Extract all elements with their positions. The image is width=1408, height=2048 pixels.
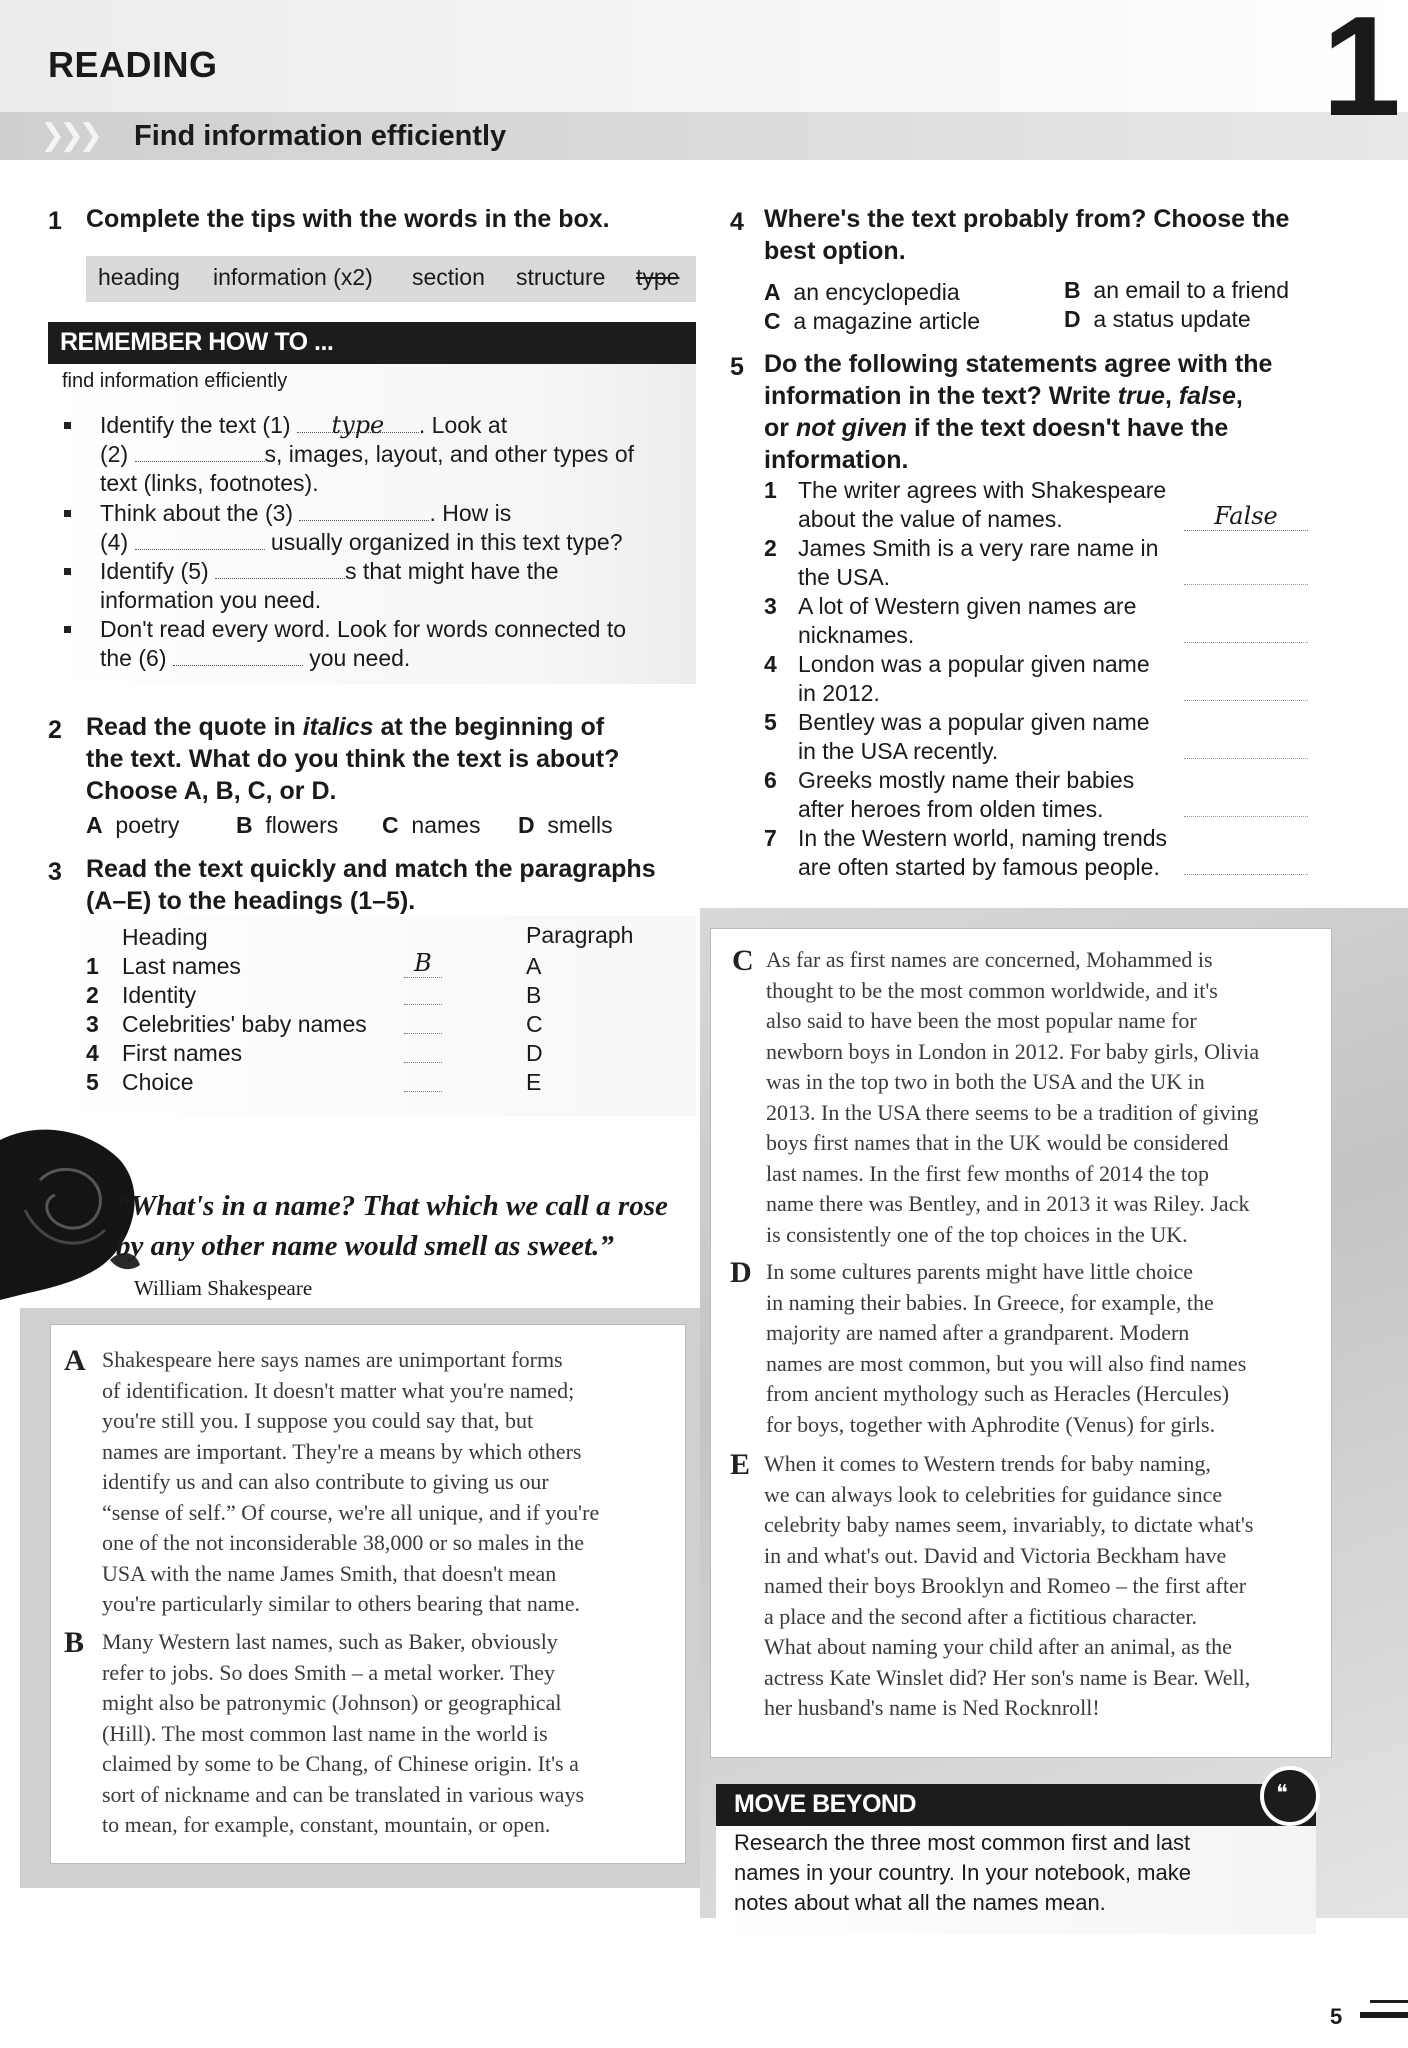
match-answer[interactable] <box>404 1091 442 1092</box>
paragraph-letter-d: D <box>730 1256 752 1289</box>
ex3-number: 3 <box>48 858 62 886</box>
col-paragraph: Paragraph <box>526 922 634 948</box>
statement-item: 5 Bentley was a popular given name in the USA recently. <box>744 708 1324 766</box>
statement-answer[interactable] <box>1184 642 1308 643</box>
speech-bubble-icon <box>1260 1766 1320 1826</box>
word-box-item: structure <box>516 264 606 290</box>
statement-answer[interactable] <box>1184 584 1308 585</box>
word-box-item: section <box>412 264 485 290</box>
speech-bubble-icon: ❝ <box>1276 1780 1288 1805</box>
page-number: 5 <box>1330 2004 1343 2029</box>
paragraph-a: Shakespeare here says names are unimportant forms of identification. It doesn't matter what you're named; you're still you. I suppose you could say that, but names are important. They're a means by which others identify us and can also contribute to giving us our “sense of self.” Of course, we're all unique, and if you're one of the not inconsiderable 38,000 or so males in the USA with the name James Smith, that doesn't mean you're particularly similar to others bearing that name. <box>102 1347 600 1616</box>
word-box-item: heading <box>98 264 180 290</box>
tip-4: Don't read every word. Look for words connected to the (6) you need. <box>100 616 627 671</box>
paragraph-b: Many Western last names, such as Baker, obviously refer to jobs. So does Smith – a metal worker. They might also be patronymic (Johnson) or geographical (Hill). The most common last name in the world is claimed by some to be Chang, of Chinese origin. It's a sort of nickname and can be translated in various ways to mean, for example, constant, mountain, or open. <box>102 1629 585 1837</box>
ex2-option-a[interactable]: A poetry <box>86 812 180 838</box>
statement-item: 2 James Smith is a very rare name in the USA. <box>744 534 1324 592</box>
paragraph-c: As far as first names are concerned, Mohammed is thought to be the most common worldwide, and it's also said to have been the most popular name for newborn boys in London in 2012. For baby girls, Olivia was in the top two in both the USA and the UK in 2013. In the USA there seems to be a tradition of giving boys first names that in the UK would be considered last names. In the first few months of 2014 the top name there was Bentley, and in 2013 it was Riley. Jack is consistently one of the top choices in the UK. <box>766 947 1260 1247</box>
paragraph-letter-e: E <box>730 1448 751 1481</box>
statement-item: 6 Greeks mostly name their babies after heroes from olden times. <box>744 766 1324 824</box>
unit-number: 1 <box>1322 0 1401 146</box>
quote-author: William Shakespeare <box>134 1276 313 1300</box>
ex4-option-b[interactable]: B an email to a friend <box>1064 277 1290 303</box>
chevron-icon: ❯❯❯ <box>40 119 98 152</box>
bullet-icon <box>64 510 71 517</box>
match-answer[interactable] <box>404 1033 442 1034</box>
col-heading: Heading <box>122 924 208 950</box>
paragraph-letter-c: C <box>732 944 754 977</box>
match-answer[interactable] <box>404 1062 442 1063</box>
blank-5[interactable] <box>215 557 345 579</box>
word-box-item-used: type <box>636 264 680 290</box>
match-answer[interactable] <box>404 1004 442 1005</box>
skill-title: Find information efficiently <box>134 120 507 152</box>
blank-4[interactable] <box>135 528 265 550</box>
tip-2: Think about the (3) . How is (4) usually organized in this text type? <box>100 500 623 555</box>
paragraph-letter-a: A <box>64 1344 86 1377</box>
ex4-option-c[interactable]: C a magazine article <box>764 308 981 334</box>
move-beyond-title: MOVE BEYOND <box>734 1790 917 1818</box>
statement-answer[interactable]: False <box>1184 502 1308 531</box>
statement-answer[interactable] <box>1184 700 1308 701</box>
statement-answer[interactable] <box>1184 874 1308 875</box>
statement-item: 3 A lot of Western given names are nicknames. <box>744 592 1324 650</box>
section-title: READING <box>48 44 218 85</box>
ex1-instruction: Complete the tips with the words in the box. <box>86 205 610 233</box>
page-rule <box>1360 2012 1408 2018</box>
statement-item: 7 In the Western world, naming trends are often started by famous people. <box>744 824 1324 882</box>
paragraph-letter-b: B <box>64 1626 85 1659</box>
tip-1: Identify the text (1) type . Look at (2) s, images, layout, and other types of text (links, footnotes). <box>100 411 634 496</box>
remember-subtitle: find information efficiently <box>62 370 288 392</box>
ex5-number: 5 <box>730 353 744 381</box>
bullet-icon <box>64 568 71 575</box>
statement-answer[interactable] <box>1184 816 1308 817</box>
bullet-icon <box>64 626 71 633</box>
blank-2[interactable] <box>135 440 265 462</box>
bullet-icon <box>64 422 71 429</box>
ex4-option-d[interactable]: D a status update <box>1064 306 1251 332</box>
paragraph-d: In some cultures parents might have little choice in naming their babies. In Greece, for example, the majority are named after a grandparent. Modern names are most common, but you will also find names from ancient mythology such as Heracles (Hercules) for boys, together with Aphrodite (Venus) for girls. <box>766 1259 1247 1437</box>
blank-3[interactable] <box>299 499 429 521</box>
ex2-option-d[interactable]: D smells <box>518 812 613 838</box>
word-box-item: information (x2) <box>213 264 373 290</box>
ex3-instruction: Read the text quickly and match the paragraphs (A–E) to the headings (1–5). <box>86 855 656 915</box>
statement-answer[interactable] <box>1184 758 1308 759</box>
tip-3: Identify (5) s that might have the information you need. <box>100 558 559 613</box>
match-answer[interactable]: B <box>404 949 442 978</box>
ex2-option-b[interactable]: B flowers <box>236 812 339 838</box>
ex4-option-a[interactable]: A an encyclopedia <box>764 279 960 305</box>
statement-item: 1 The writer agrees with Shakespeare about the value of names. False <box>744 476 1324 534</box>
ex2-number: 2 <box>48 716 62 744</box>
ex4-instruction: Where's the text probably from? Choose the best option. <box>764 205 1290 265</box>
ex2-instruction: Read the quote in italics at the beginning of the text. What do you think the text is about? Choose A, B, C, or D. <box>86 713 620 805</box>
blank-1[interactable]: type <box>297 411 419 433</box>
page-rule <box>1370 2000 1408 2003</box>
ex4-number: 4 <box>730 208 744 236</box>
paragraph-e: When it comes to Western trends for baby naming, we can always look to celebrities for guidance since celebrity baby names seem, invariably, to dictate what's in and what's out. David and Victoria Beckham have named their boys Brooklyn and Romeo – the first after a place and the second after a fictitious character. What about naming your child after an animal, as the actress Kate Winslet did? Her son's name is Bear. Well, her husband's name is Ned Rocknroll! <box>764 1451 1254 1720</box>
quote: “What's in a name? That which we call a rose by any other name would smell as sweet.” <box>116 1190 668 1262</box>
ex1-number: 1 <box>48 207 62 235</box>
blank-6[interactable] <box>173 644 303 666</box>
move-beyond-text: Research the three most common first and last names in your country. In your notebook, make notes about what all the names mean. <box>734 1830 1191 1915</box>
remember-title: REMEMBER HOW TO ... <box>60 328 334 356</box>
statement-item: 4 London was a popular given name in 2012. <box>744 650 1324 708</box>
ex5-instruction: Do the following statements agree with the information in the text? Write true, false, or not given if the text doesn't have the information. <box>764 350 1273 474</box>
ex2-option-c[interactable]: C names <box>382 812 481 838</box>
ex5-statements <box>744 476 1324 882</box>
